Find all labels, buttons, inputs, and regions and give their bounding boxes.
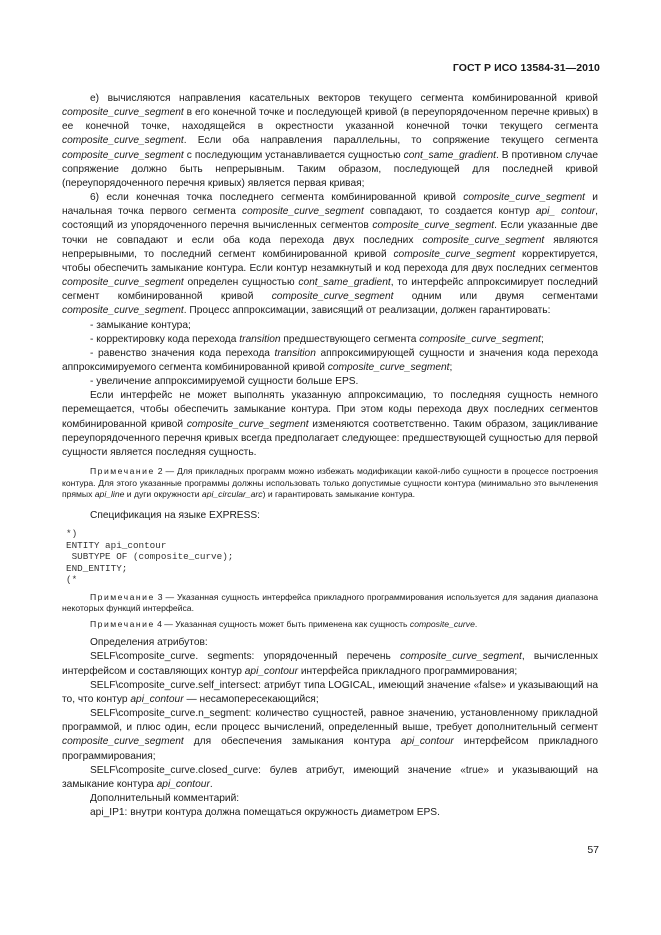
note-3: Примечание 3 — Указанная сущность интерфейса прикладного программирования используется для задания диапазона некоторых функций интерфейса. xyxy=(62,591,598,614)
code-line: SUBTYPE OF (composite_curve); xyxy=(66,551,234,562)
code-line: *) xyxy=(66,528,78,539)
code-line: (* xyxy=(66,574,78,585)
extra-comment-ip1: api_IP1: внутри контура должна помещаться окружность диаметром EPS. xyxy=(90,807,440,819)
attributes-title: Определения атрибутов: xyxy=(90,637,208,649)
note-4: Примечание 4 — Указанная сущность может быть применена как сущность composite_curve. xyxy=(90,618,478,629)
attribute-segments: SELF\composite_curve. segments: упорядоченный перечень composite_curve_segment, вычисленных интерфейсом и составляющих контур api_contour интерфейса прикладного программирования; xyxy=(62,651,598,677)
attribute-closed-curve: SELF\composite_curve.closed_curve: булев атрибут, имеющий значение «true» и указывающий на замыкание контура api_contour. xyxy=(62,764,598,790)
page-body xyxy=(62,92,598,820)
attribute-n-segment: SELF\composite_curve.n_segment: количество сущностей, равное значению, установленному прикладной программой, и плюс один, если процесс вычислений, определенный выше, требует дополнительный сегмент composite_curve_segment для обеспечения замыкания контура api_contour интерфейсом прикладного программирования; xyxy=(62,708,598,762)
paragraph-6: 6) если конечная точка последнего сегмента комбинированной кривой composite_curve_segment и начальная точка первого сегмента composite_curve_segment совпадают, то создается контур api_ contour, состоящий из упорядоченного перечня вычисленных сегментов composite_curve_segment. Если указанные две точки не совпадают и если оба кода перехода двух последних composite_curve_segment являются непрерывными, то последний сегмент комбинированной кривой composite_curve_segment корректируется, чтобы обеспечить замыкание контура. Если контур незамкнутый и код перехода для двух последних сегментов composite_curve_segment определен сущностью cont_same_gradient, то интерфейс аппроксимирует последний сегмент комбинированной кривой composite_curve_segment одним или двумя сегментами composite_curve_segment. Процесс аппроксимации, зависящий от реализации, должен гарантировать: xyxy=(62,192,599,317)
bullet-transition-correction: - корректировку кода перехода transition предшествующего сегмента composite_curve_segment; xyxy=(90,333,544,345)
express-code-block xyxy=(66,528,598,586)
document-header: ГОСТ Р ИСО 13584-31—2010 xyxy=(452,62,600,74)
bullet-transition-equality: - равенство значения кода перехода transition аппроксимирующей сущности и значения кода перехода аппроксимируемого сегмента комбинированной кривой composite_curve_segment; xyxy=(62,347,598,373)
paragraph-e: е) вычисляются направления касательных векторов текущего сегмента комбинированной кривой composite_curve_segment в его конечной точке и последующей кривой (в переупорядоченном перечне кривых) в ее конечной точке, находящейся в окрестности указанной конечной точки текущего сегмента composite_curve_segment. Если оба направления параллельны, то сопряжение текущего сегмента composite_curve_segment с последующим устанавливается сущностью cont_same_gradient. В противном случае сопряжение должно быть непрерывным. Таким образом, последующей для последней кривой (переупорядоченного перечня кривых) является первая кривая; xyxy=(62,93,598,189)
attribute-self-intersect: SELF\composite_curve.self_intersect: атрибут типа LOGICAL, имеющий значение «false» и указывающий на то, что контур api_contour — несамопересекающийся; xyxy=(62,679,598,705)
code-line: ENTITY api_contour xyxy=(66,539,167,551)
paragraph-approximation-fallback: Если интерфейс не может выполнять указанную аппроксимацию, то последняя сущность немного перемещается, чтобы обеспечить замыкание контура. При этом коды перехода двух последних сегментов комбинированной кривой composite_curve_segment изменяются соответственно. Таким образом, зацикливание переупорядоченного перечня кривых всегда предполагает следующее: предшествующей сущностью для первой сущности является последняя сущность. xyxy=(62,390,598,458)
note-2: Примечание 2 — Для прикладных программ можно избежать модификации какой-либо сущности в процессе построения контура. Для этого указанные программы должны использовать только допустимые сущности контура (минимально это вычленения прямых api_line и дуги окружности api_circular_arc) и гарантировать замыкание контура. xyxy=(62,466,598,500)
page-number: 57 xyxy=(587,844,599,856)
bullet-closure: - замыкание контура; xyxy=(90,319,191,331)
extra-comment-title: Дополнительный комментарий: xyxy=(90,793,240,804)
express-spec-label: Спецификация на языке EXPRESS: xyxy=(90,509,261,521)
code-line: END_ENTITY; xyxy=(66,562,128,574)
bullet-eps: - увеличение аппроксимируемой сущности больше EPS. xyxy=(90,376,359,388)
